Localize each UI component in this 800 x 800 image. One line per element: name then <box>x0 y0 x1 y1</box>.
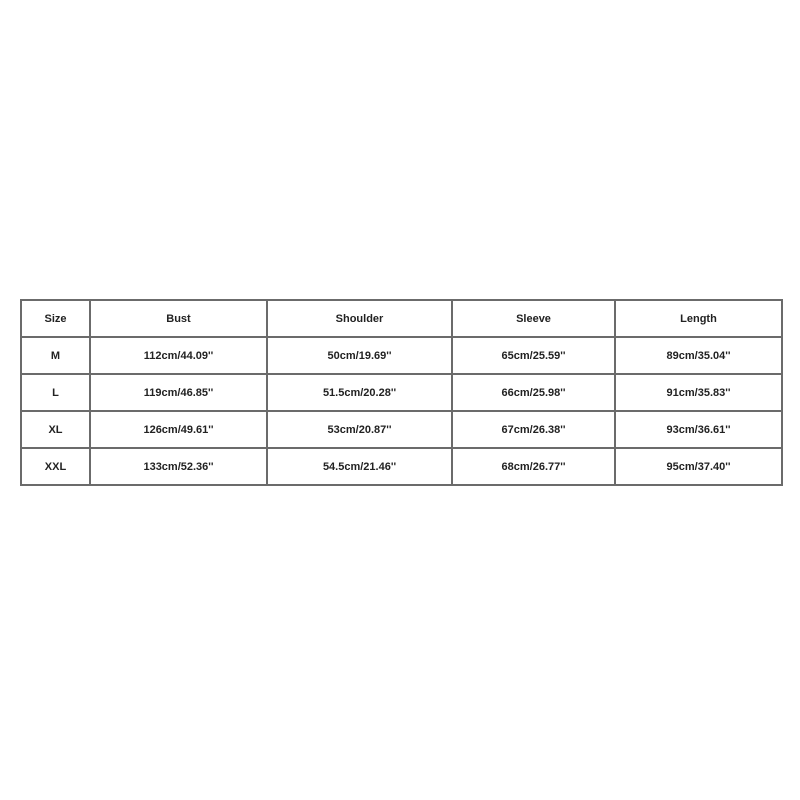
size-chart-body <box>21 337 782 485</box>
cell-size: L <box>21 374 90 411</box>
header-size: Size <box>21 300 90 337</box>
table-row <box>21 374 782 411</box>
cell-sleeve: 67cm/26.38'' <box>452 411 615 448</box>
cell-bust: 119cm/46.85'' <box>90 374 267 411</box>
cell-sleeve: 65cm/25.59'' <box>452 337 615 374</box>
cell-shoulder: 54.5cm/21.46'' <box>267 448 452 485</box>
cell-bust: 112cm/44.09'' <box>90 337 267 374</box>
size-chart-header <box>21 300 782 337</box>
header-row <box>21 300 782 337</box>
size-chart-table <box>20 299 783 486</box>
cell-size: M <box>21 337 90 374</box>
table-row <box>21 337 782 374</box>
cell-length: 89cm/35.04'' <box>615 337 782 374</box>
cell-shoulder: 53cm/20.87'' <box>267 411 452 448</box>
cell-size: XXL <box>21 448 90 485</box>
cell-bust: 126cm/49.61'' <box>90 411 267 448</box>
header-length: Length <box>615 300 782 337</box>
cell-sleeve: 66cm/25.98'' <box>452 374 615 411</box>
table-row <box>21 448 782 485</box>
header-sleeve: Sleeve <box>452 300 615 337</box>
cell-size: XL <box>21 411 90 448</box>
cell-shoulder: 50cm/19.69'' <box>267 337 452 374</box>
cell-length: 93cm/36.61'' <box>615 411 782 448</box>
cell-sleeve: 68cm/26.77'' <box>452 448 615 485</box>
cell-shoulder: 51.5cm/20.28'' <box>267 374 452 411</box>
cell-bust: 133cm/52.36'' <box>90 448 267 485</box>
header-bust: Bust <box>90 300 267 337</box>
cell-length: 91cm/35.83'' <box>615 374 782 411</box>
cell-length: 95cm/37.40'' <box>615 448 782 485</box>
table-row <box>21 411 782 448</box>
header-shoulder: Shoulder <box>267 300 452 337</box>
